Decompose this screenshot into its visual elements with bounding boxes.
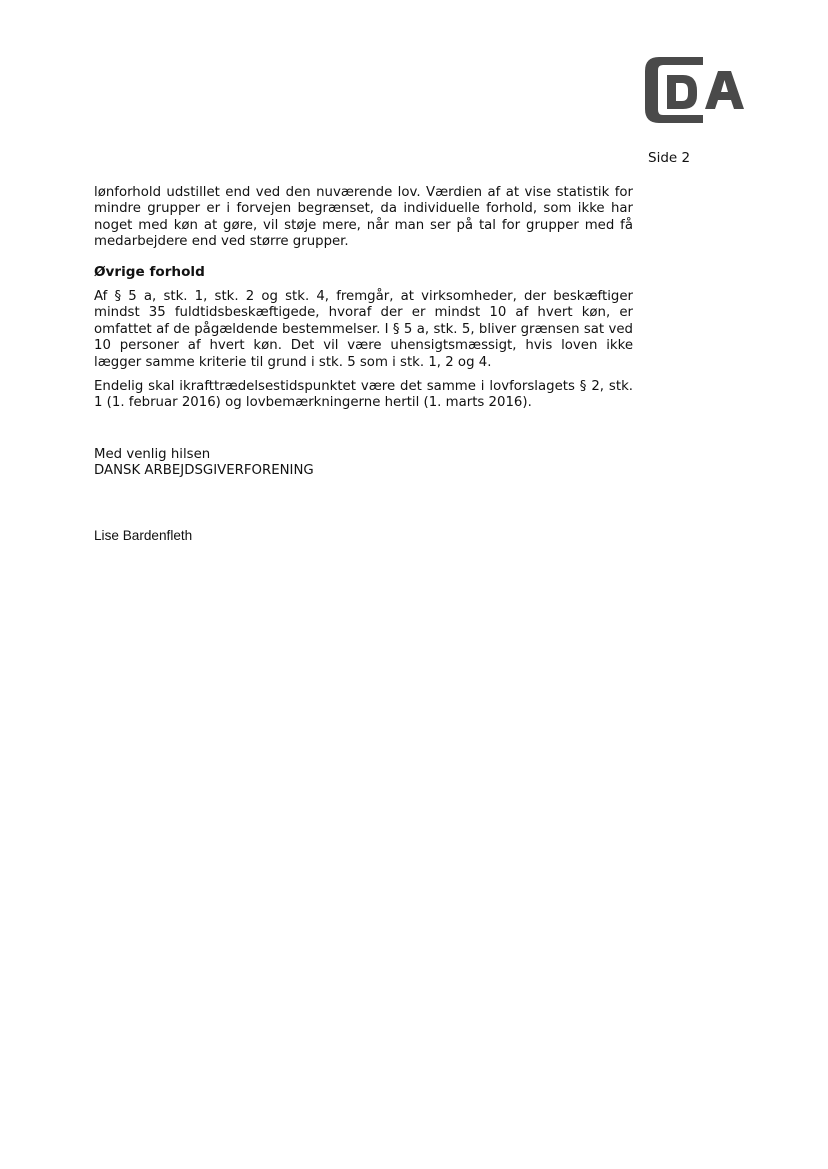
organization-name: DANSK ARBEJDSGIVERFORENING: [94, 463, 314, 479]
paragraph-effective-date: Endelig skal ikrafttrædelsestidspunktet være det samme i lovforslagets § 2, stk. 1 (1. februar 2016) og lovbemærkningerne hertil (1. marts 2016).: [94, 379, 633, 411]
closing-block: [94, 447, 314, 480]
section-heading: Øvrige forhold: [94, 263, 205, 280]
page-number: Side 2: [648, 150, 691, 166]
paragraph-section: Af § 5 a, stk. 1, stk. 2 og stk. 4, fremgår, at virksomheder, der beskæftiger mindst 35 fuldtidsbeskæftigede, hvoraf der er mindst 10 af hvert køn, er omfattet af de pågældende bestemmelser. I § 5 a, stk. 5, bliver grænsen sat ved 10 personer af hvert køn. Det vil være uhensigtsmæssigt, hvis loven ikke lægger samme kriterie til grund i stk. 5 som i stk. 1, 2 og 4.: [94, 289, 633, 370]
letter-body: [94, 185, 633, 420]
signatory-name: Lise Bardenfleth: [94, 528, 193, 543]
greeting: Med venlig hilsen: [94, 447, 211, 462]
paragraph-intro: lønforhold udstillet end ved den nuværende lov. Værdien af at vise statistik for mindre grupper er i forvejen begrænset, da individuelle forhold, som ikke har noget med køn at gøre, vil støje mere, når man ser på tal for grupper med få medarbejdere end ved større grupper.: [94, 185, 633, 250]
da-logo: [645, 57, 755, 123]
